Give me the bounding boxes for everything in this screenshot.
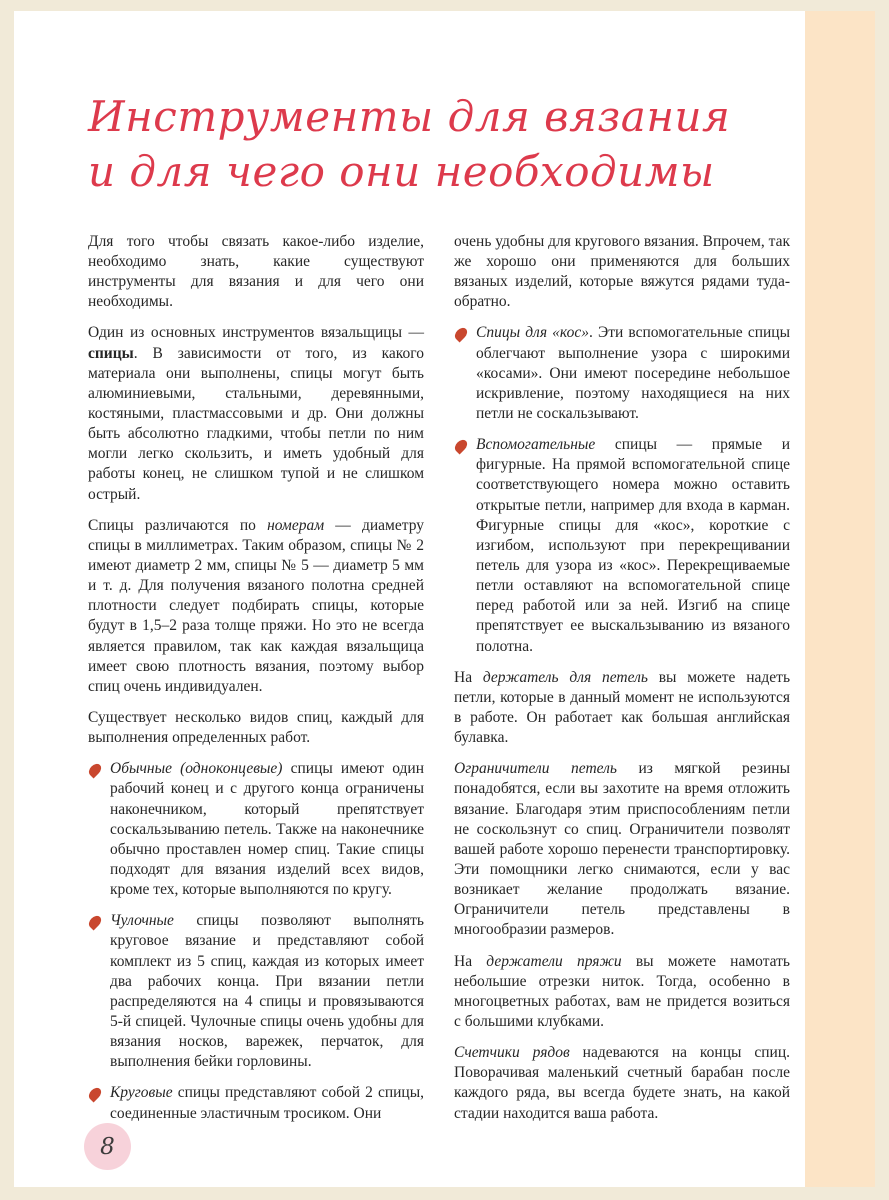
bullet-item [88,911,424,1072]
bullet-item [454,435,790,657]
paragraph: Существует несколько видов спиц, каждый для выполнения определенных работ. [88,708,424,747]
bullet-icon [453,438,470,455]
paragraph: На держатель для петель вы можете надеть петли, которые в данный момент не используются в работе. Он работает как большая английская булавка. [454,668,791,747]
bullet-text: Спицы для «кос». Эти вспомогательные спицы облегчают выполнение узора с широкими «косами». Они имеют посередине небольшое искривление, поэтому находящиеся на них петли не соскальзывают. [476,324,790,422]
paragraph: очень удобны для кругового вязания. Впрочем, так же хорошо они применяются для больших вязаных изделий, которые вяжутся рядами туда-обратно. [454,232,790,311]
bullet-item [88,759,424,900]
page-number: 8 [100,1133,115,1160]
bullet-text: Круговые спицы представляют собой 2 спицы, соединенные эластичным тросиком. Они [110,1084,424,1122]
bullet-item [88,1083,424,1123]
paragraph: Один из основных инструментов вязальщицы — спицы. В зависимости от того, из какого материала они выполнены, спицы могут быть алюминиевыми, стальными, деревянными, костяными, пластмассовыми и др. Они должны быть абсолютно гладкими, чтобы петли по ним могли легко скользить, и иметь удобный для работы конец, не слишком тупой и не слишком острый. [88,324,424,503]
paragraph: Счетчики рядов надеваются на концы спиц. Поворачивая маленький счетный барабан после каждого ряда, вы всегда будете знать, на какой стадии находится ваша работа. [454,1044,790,1122]
bullet-icon [87,762,104,779]
bullet-text: Вспомогательные спицы — прямые и фигурные. На прямой вспомогательной спице соответствующего номера можно оставить открытые петли, например для входа в карман. Фигурные спицы для «кос», короткие с изгибом, используют при перекрещивании петель для узора из «кос». Перекрещиваемые петли оставляют на вспомогательной спице перед работой или за ней. Изгиб на спице препятствует ее выскальзыванию из вязаного полотна. [476,436,790,655]
bullet-text: Обычные (одноконцевые) спицы имеют один рабочий конец и с другого конца ограничены наконечником, который препятствует соскальзыванию петель. Также на наконечнике обычно проставлен номер спиц. Такие спицы подходят для вязания изделий всех видов, кроме тех, которые выполняются по кругу. [110,760,424,899]
paragraph: Спицы различаются по номерам — диаметру спицы в миллиметрах. Таким образом, спицы № 2 имеют диаметр 2 мм, спицы № 5 — диаметр 5 мм и т. д. Для получения вязаного полотна средней плотности следует подбирать спицы, которые будут в 1,5–2 раза толще пряжи. Но это не всегда является правилом, так как каждая вязальщица имеет свою плотность вязания, поэтому выбор спиц очень индивидуален. [88,516,424,695]
bullet-icon [87,1086,104,1103]
bullet-icon [87,914,104,931]
paragraph: Ограничители петель из мягкой резины понадобятся, если вы захотите на время отложить вязание. Благодаря этим приспособлениям петли не соскользнут со спиц. Ограничители позволят вашей работе хорошо перенести транспортировку. Эти помощники легко снимаются, если у вас возникает желание продолжать вязание. Ограничители петель представлены в многообразии размеров. [454,760,790,939]
bullet-text: Чулочные спицы позволяют выполнять круговое вязание и представляют собой комплект из 5 спиц, каждая из которых имеет два рабочих конца. При вязании петли распределяются на 4 спицы и провязываются 5-й спицей. Чулочные спицы очень удобны для вязания носков, варежек, перчаток, для выполнения бейки горловины. [110,912,424,1071]
paragraph: Для того чтобы связать какое-либо изделие, необходимо знать, какие существуют инструменты для вязания и для чего они необходимы. [88,232,424,311]
text-columns [88,232,790,1135]
page-content [88,11,790,1135]
chapter-title-line1: Инструменты для вязания [88,92,731,141]
right-column [454,232,790,1135]
bullet-item [454,323,790,424]
page-edge-band [805,11,875,1187]
page-number-badge [84,1123,131,1170]
paragraph: На держатели пряжи вы можете намотать небольшие отрезки ниток. Тогда, особенно в многоцветных работах, вам не придется возиться с большими клубками. [454,952,790,1030]
chapter-title [88,11,790,200]
chapter-title-line2: и для чего они необходимы [88,147,715,197]
left-column [88,232,424,1135]
bullet-icon [453,326,470,343]
